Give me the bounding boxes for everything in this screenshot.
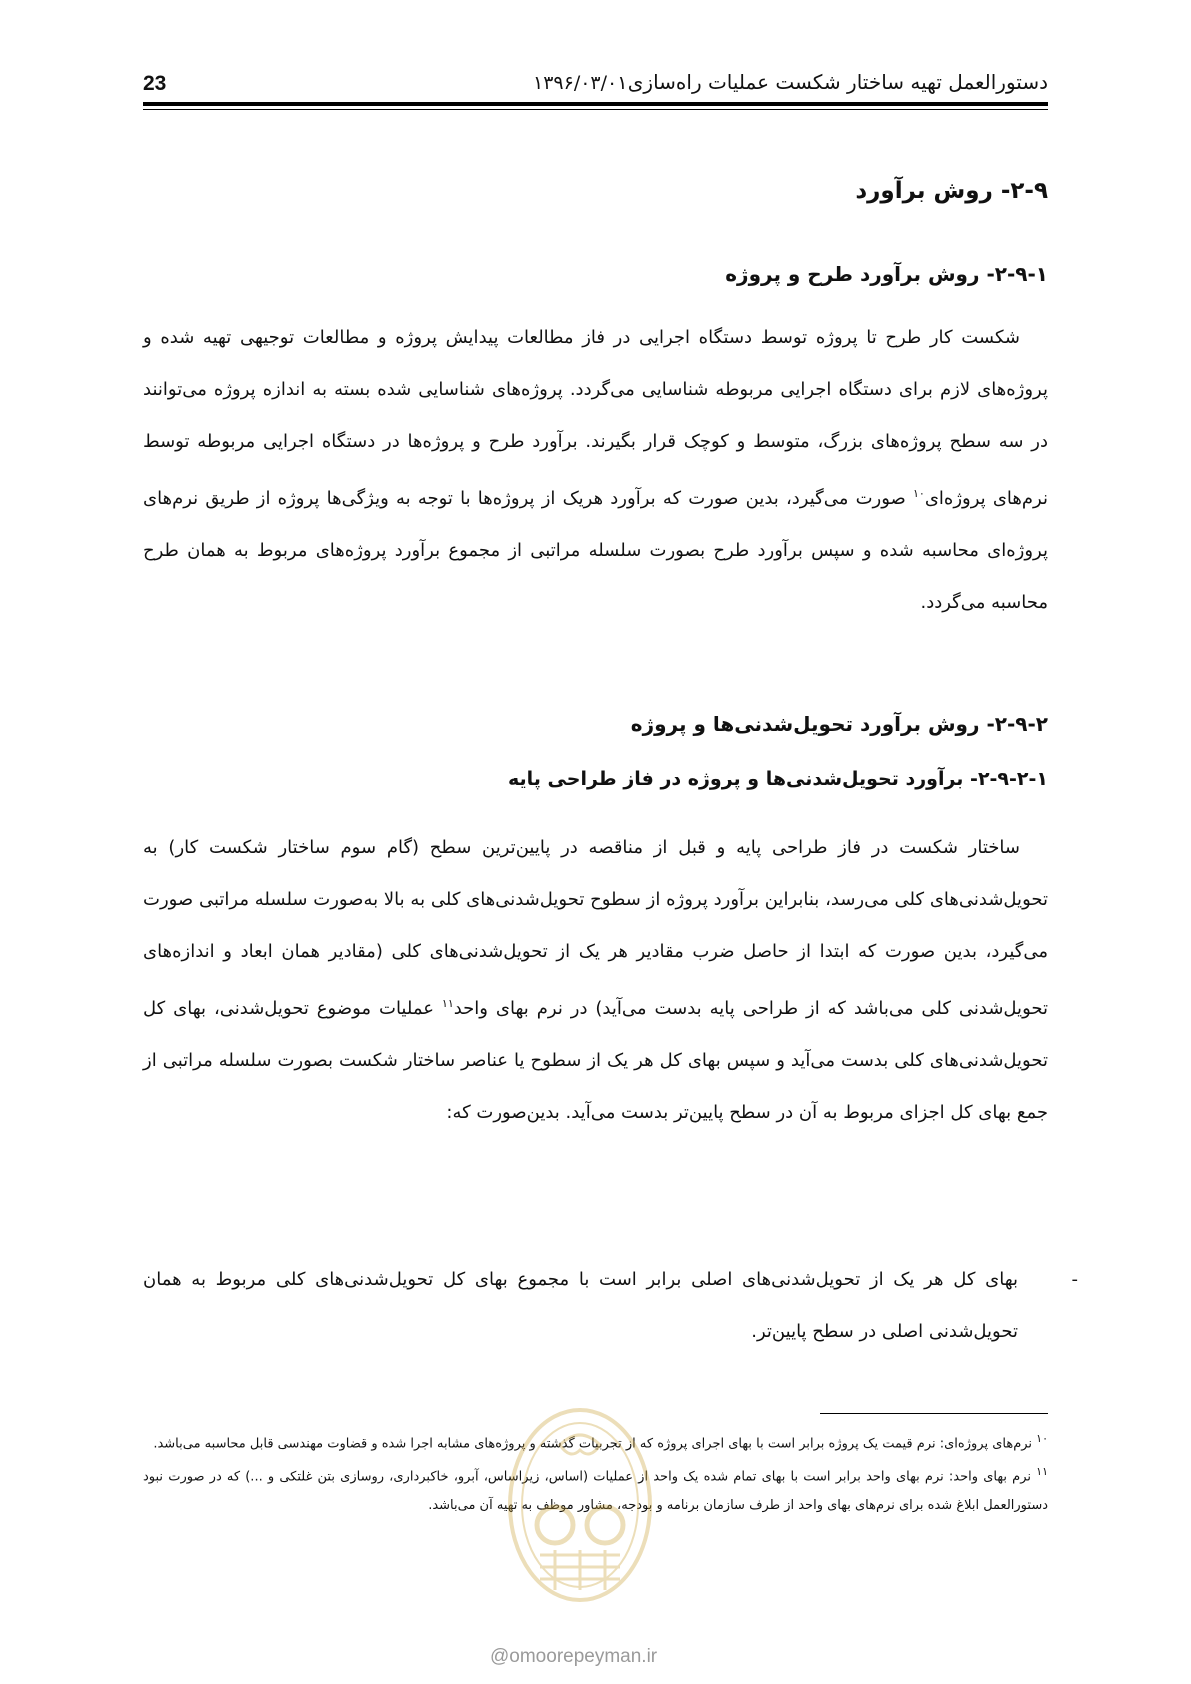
section-heading: ۲-۹- روش برآورد (855, 178, 1048, 204)
paragraph-2-text-b: عملیات موضوع تحویل‌شدنی، بهای کل تحویل‌شدنی‌های کلی بدست می‌آید و سپس بهای کل هر یک از سطوح یا عناصر ساختار شکست بصورت سلسله مراتبی از جمع بهای کل اجزای مربوط به آن در سطح پایین‌تر بدست می‌آید. بدین‌صورت که: (143, 998, 1048, 1123)
paragraph-1 (143, 312, 1048, 629)
subsection-heading-2: ۲-۹-۲- روش برآورد تحویل‌شدنی‌ها و پروژه (630, 712, 1048, 736)
page-number: 23 (143, 72, 167, 95)
header-rule-thick (143, 102, 1048, 106)
subsection-heading-3: ۲-۹-۲-۱- برآورد تحویل‌شدنی‌ها و پروژه در فاز طراحی پایه (508, 768, 1048, 790)
paragraph-1-text-a: شکست کار طرح تا پروژه توسط دستگاه اجرایی در فاز مطالعات پیدایش پروژه و مطالعات توجیهی تهیه شده و پروژه‌های لازم برای دستگاه اجرایی مربوطه شناسایی می‌گردد. پروژه‌های شناسایی شده بسته به اندازه پروژه می‌توانند در سه سطح پروژه‌های بزرگ، متوسط و کوچک قرار بگیرند. برآورد طرح و پروژه‌ها در دستگاه اجرایی مربوطه توسط نرم‌های پروژه‌ای (143, 327, 1048, 509)
watermark-logo-icon (500, 1405, 660, 1625)
footnote-11-number: ۱۱ (1036, 1465, 1048, 1479)
footnote-separator (820, 1413, 1048, 1414)
header-date: ۱۳۹۶/۰۳/۰۱ (533, 72, 628, 94)
footnote-ref-10[interactable]: ۱۰ (912, 487, 925, 500)
paragraph-2-text-a: ساختار شکست در فاز طراحی پایه و قبل از مناقصه در پایین‌ترین سطح (گام سوم ساختار شکست کار) به تحویل‌شدنی‌های کلی می‌رسد، بنابراین برآورد پروژه از سطوح تحویل‌شدنی‌های کلی به بالا به‌صورت سلسله مراتبی صورت می‌گیرد، بدین صورت که ابتدا از حاصل ضرب مقادیر هر یک از تحویل‌شدنی‌های کلی (مقادیر همان ابعاد و اندازه‌های تحویل‌شدنی کلی می‌باشد که از طراحی پایه بدست می‌آید) در نرم بهای واحد (143, 837, 1048, 1019)
footnote-10-text: نرم‌های پروژه‌ای: نرم قیمت یک پروژه برابر است با بهای اجرای پروژه که از تجربیات گذشته و پروژه‌های مشابه اجرا شده و قضاوت مهندسی قابل محاسبه می‌باشد. (153, 1436, 1037, 1452)
paragraph-1-text-b: صورت می‌گیرد، بدین صورت که برآورد هریک از پروژه‌ها با توجه به ویژگی‌ها پروژه از طریق نرم‌های پروژه‌ای محاسبه شده و سپس برآورد طرح بصورت سلسله مراتبی از مجموع برآورد پروژه‌های مربوط به همان طرح محاسبه می‌گردد. (143, 488, 1048, 613)
page-header (143, 58, 1048, 114)
document-title: دستورالعمل تهیه ساختار شکست عملیات راه‌سازی (627, 70, 1048, 94)
header-rule-thin (143, 109, 1048, 110)
paragraph-2 (143, 822, 1048, 1139)
watermark-site: @omoorepeyman.ir (490, 1646, 658, 1667)
bullet-text: بهای کل هر یک از تحویل‌شدنی‌های اصلی برابر است با مجموع بهای کل تحویل‌شدنی‌های کلی مربوط به همان تحویل‌شدنی اصلی در سطح پایین‌تر. (143, 1269, 1018, 1342)
bullet-item (143, 1254, 1078, 1358)
subsection-heading-1: ۲-۹-۱- روش برآورد طرح و پروژه (725, 262, 1048, 286)
footnote-11-text: نرم بهای واحد: نرم بهای واحد برابر است با بهای تمام شده یک واحد از عملیات (اساس، زیراساس، آبرو، خاکبرداری، روسازی بتن غلتکی و ...) که در صورت نبود دستورالعمل ابلاغ شده برای نرم‌های بهای واحد از طرف سازمان برنامه و بودجه، مشاور موظف به تهیه آن می‌باشد. (143, 1469, 1048, 1513)
footnote-10-number: ۱۰ (1036, 1432, 1048, 1445)
footnote-ref-11[interactable]: ۱۱ (441, 997, 454, 1010)
bullet-dash: - (1071, 1269, 1078, 1290)
